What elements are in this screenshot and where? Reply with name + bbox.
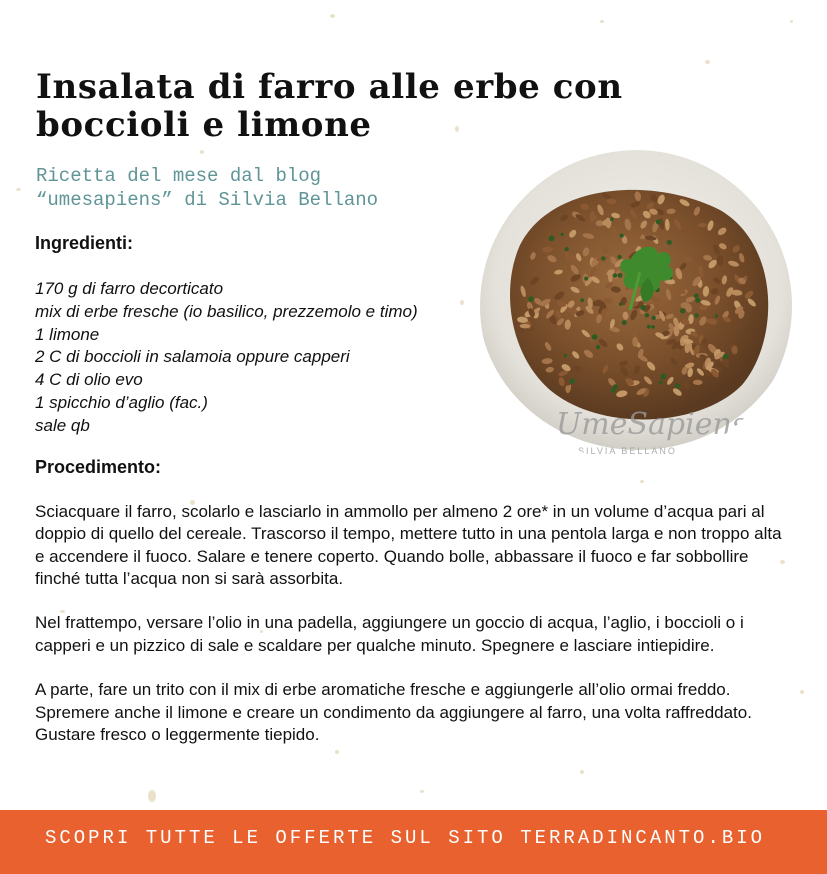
speckle: [200, 150, 204, 154]
procedure-heading: Procedimento:: [35, 457, 162, 477]
speckle: [148, 790, 156, 802]
ingredients-heading: Ingredienti:: [35, 233, 133, 253]
ingredient-item: 170 g di farro decorticato: [35, 279, 224, 298]
photo-watermark: UmeSapiens: [556, 407, 748, 442]
speckle: [330, 14, 335, 18]
ingredient-item: 1 limone: [35, 324, 100, 344]
speckle: [705, 60, 710, 64]
ingredient-item: mix di erbe fresche (io basilico, prezzemolo e timo): [35, 301, 418, 321]
speckle: [600, 20, 604, 23]
ingredient-item: sale qb: [35, 415, 90, 435]
procedure-paragraph: Sciacquare il farro, scolarlo e lasciarlo in ammollo per almeno 2 ore* in un volume d’acqua pari al doppio di quello del cereale. Trascorso il tempo, mettere tutto in una pentola larga e non troppo alta e accendere il fuoco. Salare e tenere coperto. Quando bolle, abbassare il fuoco e far sobbollire finché tutta l’acqua non si sarà assorbita.: [35, 502, 782, 588]
farro-salad-illustration: [480, 150, 792, 462]
footer-cta-link[interactable]: SCOPRI TUTTE LE OFFERTE SUL SITO TERRADINCANTO.BIO: [44, 827, 766, 849]
speckle: [16, 188, 21, 191]
recipe-title: Insalata di farro alle erbe con boccioli e limone: [36, 67, 623, 145]
recipe-subtitle: Ricetta del mese dal blog “umesapiens” di Silvia Bellano: [36, 165, 379, 211]
procedure-text: [35, 501, 785, 769]
speckle: [420, 790, 424, 793]
ingredient-item: 4 C di olio evo: [35, 370, 143, 390]
ingredient-item: 1 spicchio d’aglio (fac.): [35, 392, 208, 412]
photo-watermark-sub: SILVIA BELLANO: [578, 446, 677, 456]
procedure-paragraph: Nel frattempo, versare l’olio in una padella, aggiungere un goccio di acqua, l’aglio, i boccioli o i capperi e un pizzico di sale e scaldare per qualche minuto. Spegnere e lasciare intiepidire.: [35, 613, 744, 655]
ingredient-item: 2 C di boccioli in salamoia oppure capperi: [35, 347, 350, 367]
speckle: [790, 20, 793, 23]
footer-banner[interactable]: [0, 810, 827, 874]
dish-photo: [480, 150, 792, 462]
ingredients-list: [35, 278, 475, 438]
speckle: [640, 480, 644, 483]
speckle: [800, 690, 804, 694]
speckle: [580, 770, 584, 774]
procedure-paragraph: A parte, fare un trito con il mix di erbe aromatiche fresche e aggiungerle all’olio ormai freddo. Spremere anche il limone e creare un condimento da aggiungere al farro, una volta raffreddato. Gustare fresco o leggermente tiepido.: [35, 680, 752, 744]
